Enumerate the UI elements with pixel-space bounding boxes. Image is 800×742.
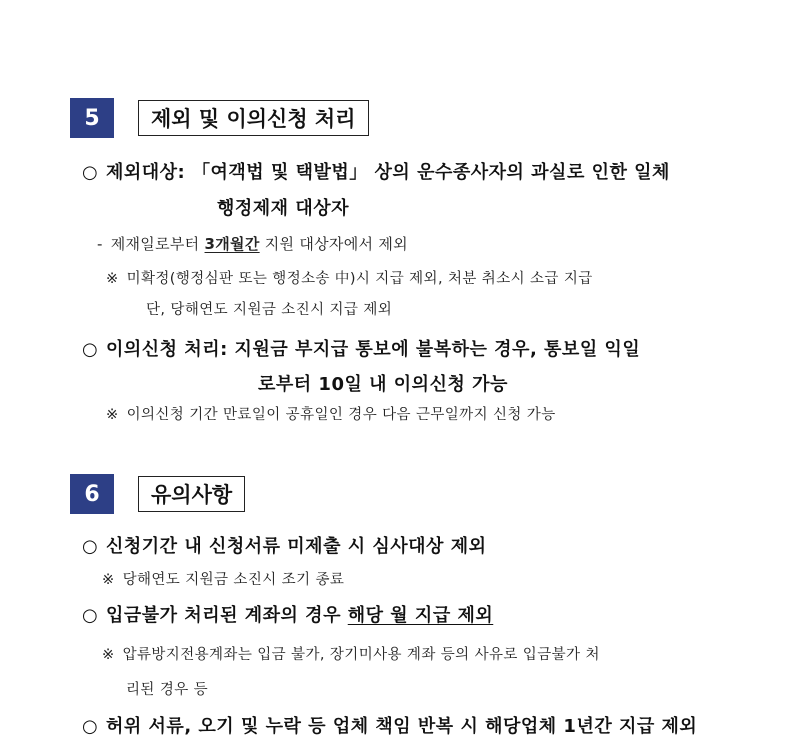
note-continuation: 리된 경우 등 [126,682,209,698]
bullet-item [82,712,697,738]
circle-bullet-icon: ○ [82,716,99,737]
section-number: 6 [70,474,114,514]
emphasis-text: 3개월간 [204,235,260,253]
sub-text-post: 지원 대상자에서 제외 [259,235,408,253]
sub-item [97,233,408,254]
bullet-text-pre: 입금불가 처리된 계좌의 경우 [106,605,348,626]
bullet-text: 이의신청 처리: 지원금 부지급 통보에 불복하는 경우, 통보일 익일 [106,339,641,360]
note-text: 당해연도 지원금 소진시 조기 종료 [122,572,345,588]
reference-mark-icon: ※ [102,647,115,663]
note [106,403,556,424]
bullet-item-continuation: 로부터 10일 내 이의신청 가능 [258,374,508,395]
reference-mark-icon: ※ [102,572,115,588]
circle-bullet-icon: ○ [82,162,99,183]
circle-bullet-icon: ○ [82,536,99,557]
bullet-item [82,335,640,361]
reference-mark-icon: ※ [106,271,119,287]
note-continuation: 단, 당해연도 지원금 소진시 지급 제외 [146,302,393,318]
bullet-text: 제외대상: 「여객법 및 택발법」 상의 운수종사자의 과실로 인한 일체 [106,162,670,183]
emphasis-text: 해당 월 지급 제외 [347,605,494,626]
circle-bullet-icon: ○ [82,605,99,626]
bullet-item [82,601,493,627]
section-5-header [70,98,369,138]
note [106,267,593,288]
reference-mark-icon: ※ [106,407,119,423]
bullet-item [82,158,670,184]
bullet-item-continuation: 행정제재 대상자 [217,198,349,219]
bullet-item [82,532,486,558]
section-title: 제외 및 이의신청 처리 [138,100,369,136]
note-text: 미확정(행정심판 또는 행정소송 中)시 지급 제외, 처분 취소시 소급 지급 [126,271,593,287]
section-title: 유의사항 [138,476,245,512]
note-text: 이의신청 기간 만료일이 공휴일인 경우 다음 근무일까지 신청 가능 [126,407,556,423]
note-text: 압류방지전용계좌는 입금 불가, 장기미사용 계좌 등의 사유로 입금불가 처 [122,647,600,663]
dash-icon: - [97,235,103,253]
circle-bullet-icon: ○ [82,339,99,360]
note [102,643,600,664]
note [102,568,344,589]
bullet-text: 허위 서류, 오기 및 누락 등 업체 책임 반복 시 해당업체 1년간 지급 제외 [106,716,698,737]
bullet-text: 신청기간 내 신청서류 미제출 시 심사대상 제외 [106,536,487,557]
sub-text-pre: 제재일로부터 [110,235,205,253]
section-number: 5 [70,98,114,138]
section-6-header [70,474,245,514]
